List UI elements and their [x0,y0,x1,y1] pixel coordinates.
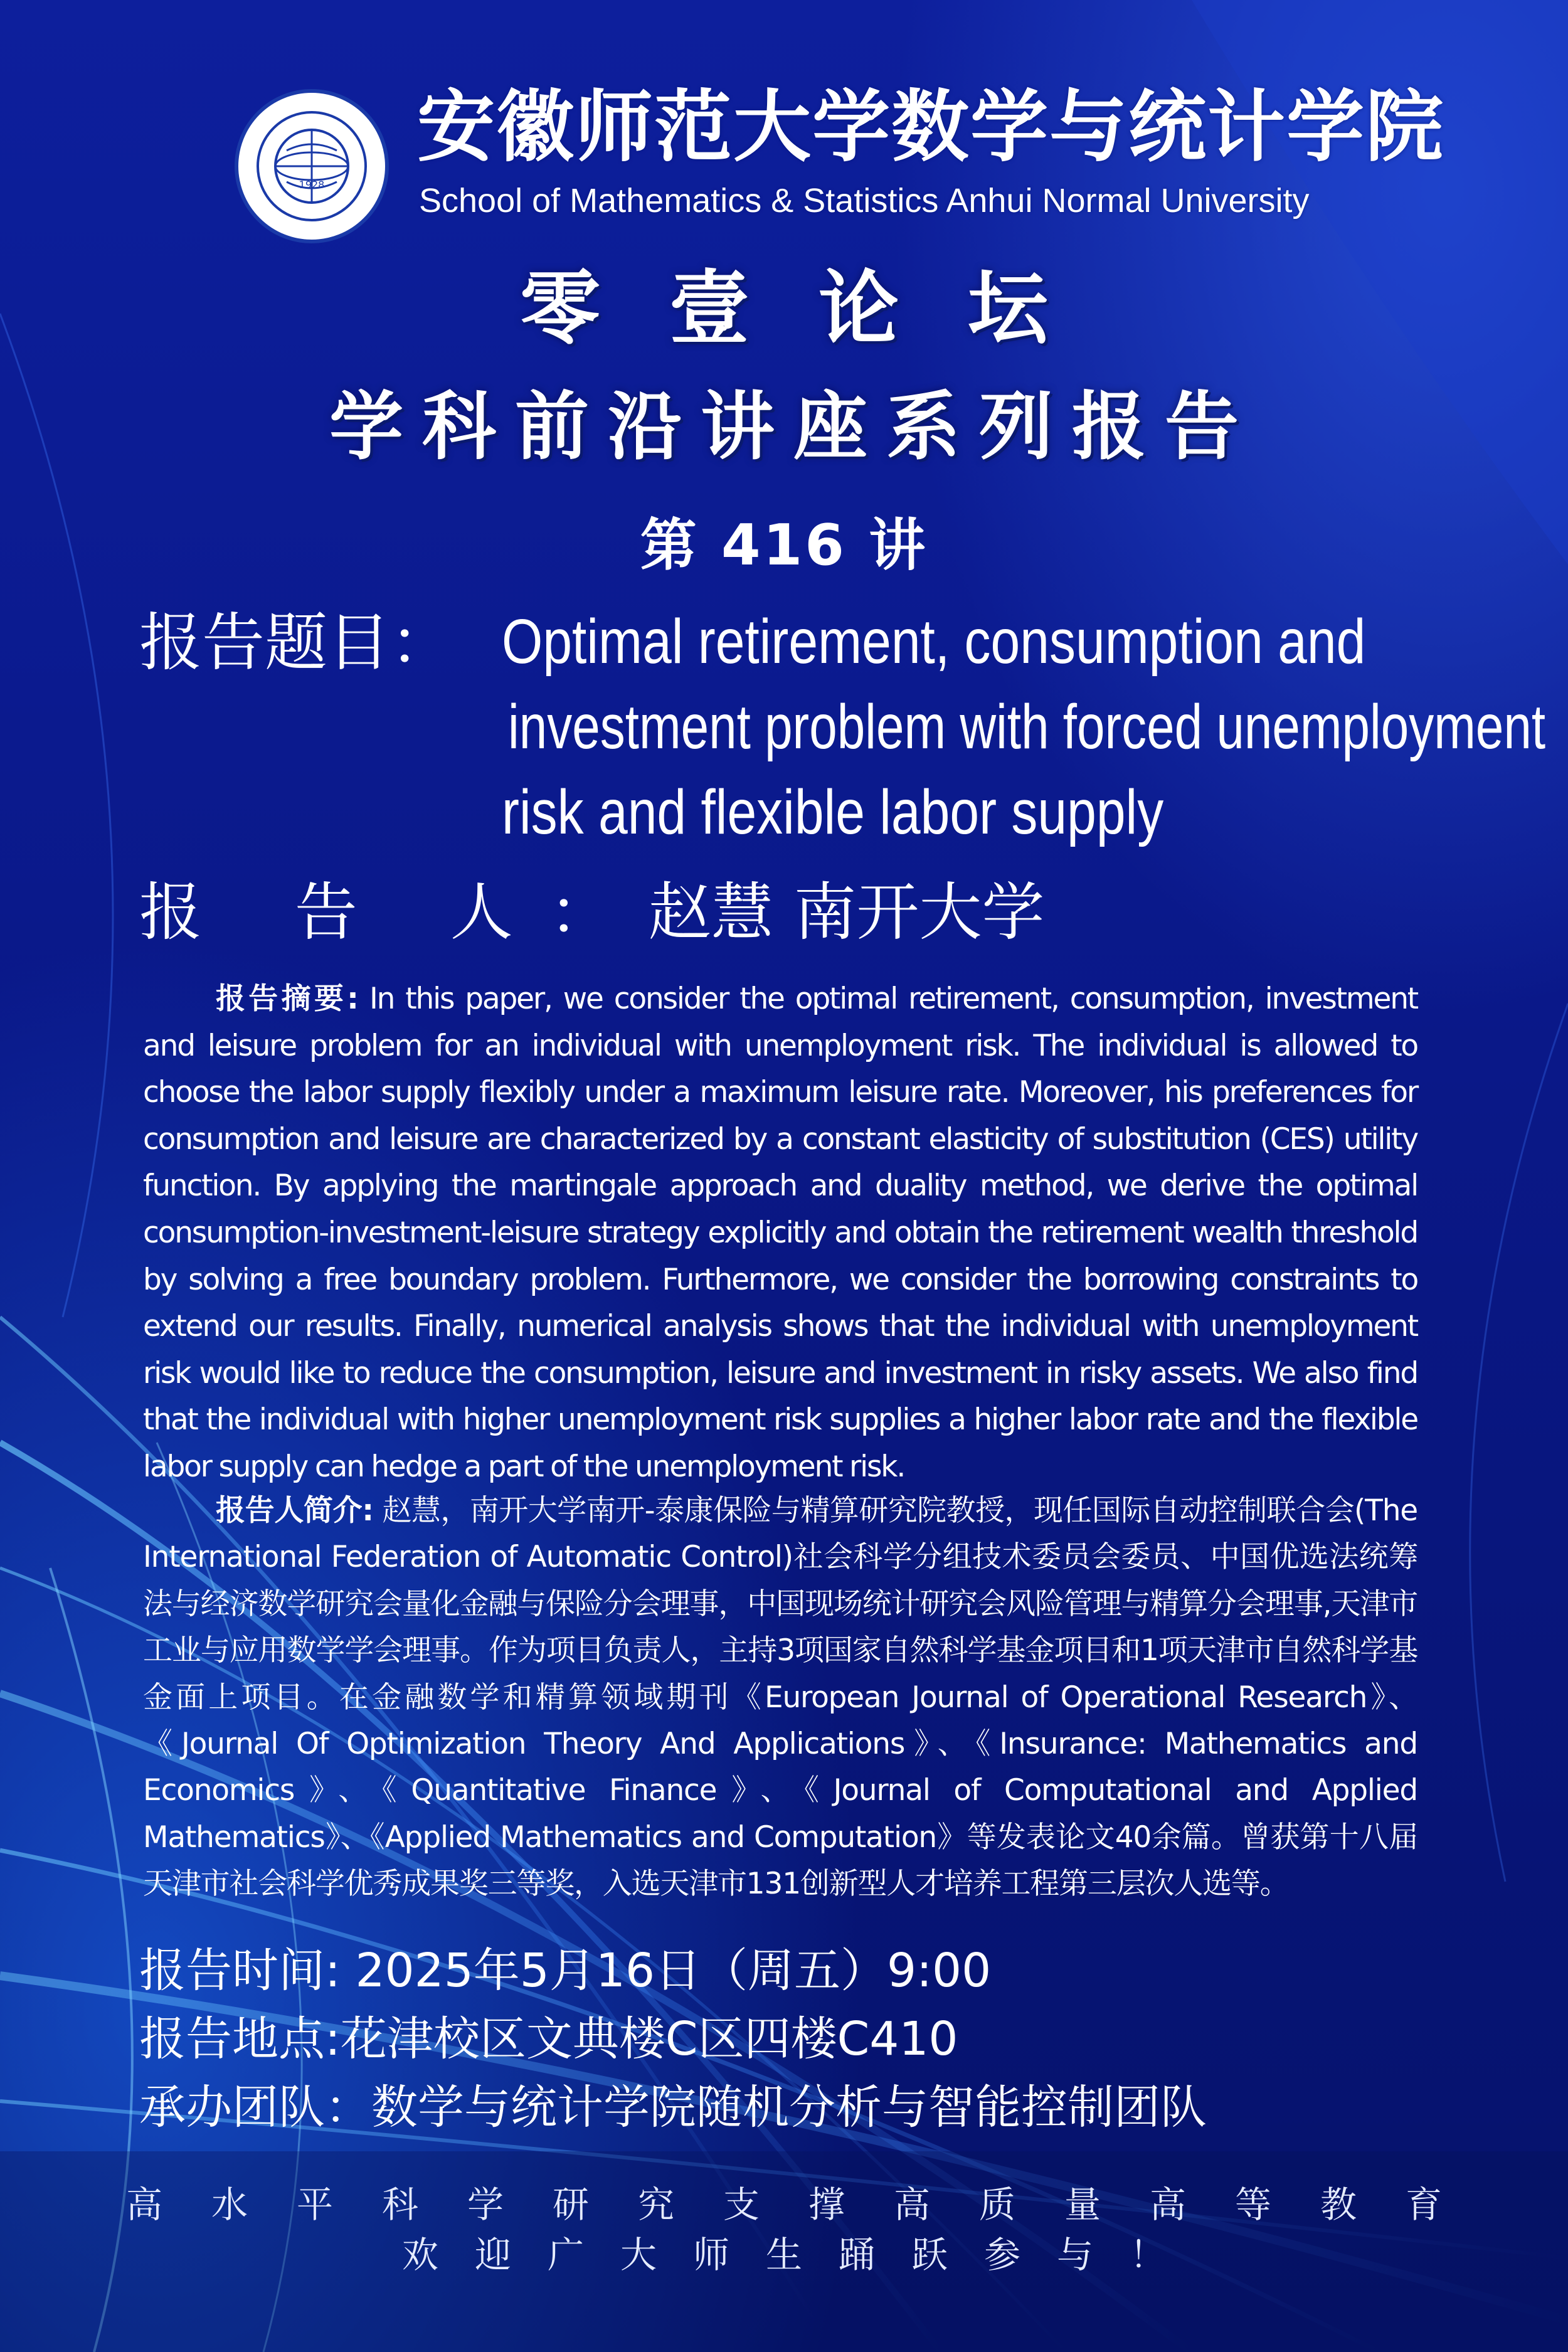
topic-line: investment problem with forced unemployment [508,692,1546,762]
bio-label: 报告人简介: [216,1493,374,1528]
report-location: 报告地点:花津校区文典楼C区四楼C410 [139,2012,958,2066]
school-emblem-icon [233,88,390,245]
bio-text: 赵慧，南开大学南开-泰康保险与精算研究院教授，现任国际自动控制联合会(The International Federation of Automatic Control)社会科学分组技术委员会委员、中国优选法统筹法与经济数学研究会量化金融与保险分会理事，中国现场统计研究会风险管理与精算分会理事,天津市工业与应用数学学会理事。作为项目负责人，主持3项国家自然科学基金项目和1项天津市自然科学基金面上项目。在金融数学和精算领域期刊《European Journal of Operational Research》、《Journal Of Optimization Theory And Applications》、《Insurance: Mathematics and Economics》、《Quantitative Finance》、《Journal of Computational and Applied Mathematics》、《Applied Mathematics and Computation》等发表论文40余篇。曾获第十八届天津市社会科学优秀成果奖三等奖，入选天津市131创新型人才培养工程第三层次人选等。 [143,1493,1417,1902]
abstract-paragraph [143,976,1417,1484]
speaker-bio-paragraph [143,1488,1417,1902]
organizer-team: 承办团队：数学与统计学院随机分析与智能控制团队 [139,2080,1207,2134]
forum-title: 零壹论坛 [519,262,1117,356]
school-name-cn: 安徽师范大学数学与统计学院 [417,82,1445,172]
slogan-line-1: 高水平科学研究支撑高质量高等教育 [125,2183,1491,2226]
abstract-label: 报告摘要: [216,982,358,1016]
topic-line: risk and flexible labor supply [502,777,1164,847]
speaker-value: 赵慧 南开大学 [648,876,1045,949]
lecture-number: 第 416 讲 [640,512,928,578]
slogan-line-2: 欢迎广大师生踊跃参与！ [401,2233,1202,2276]
report-time: 报告时间: 2025年5月16日（周五）9:00 [139,1944,992,1998]
speaker-line [139,869,1205,956]
speaker-label: 报 告 人： [139,876,649,949]
topic-title [502,599,1546,856]
topic-label: 报告题目： [139,606,453,679]
forum-subtitle: 学科前沿讲座系列报告 [329,383,1258,470]
abstract-text: In this paper, we consider the optimal retirement, consumption, investment and leisure problem for an individual with unemployment risk. The individual is allowed to choose the labor supply flexibly under a maximum leisure rate. Moreover, his preferences for consumption and leisure are characterized by a constant elasticity of substitution (CES) utility function. By applying the martingale approach and duality method, we derive the optimal consumption-investment-leisure strategy explicitly and obtain the retirement wealth threshold by solving a free boundary problem. Furthermore, we consider the borrowing constraints to extend our results. Finally, numerical analysis shows that the individual with unemployment risk would like to reduce the consumption, leisure and investment in risky assets. We also find that the individual with higher unemployment risk supplies a higher labor rate and the flexible labor supply can hedge a part of the unemployment risk. [143,982,1418,1484]
topic-line: Optimal retirement, consumption and [502,607,1366,677]
school-name-en: School of Mathematics & Statistics Anhui Normal University [419,182,1310,220]
logo-year: 1928 [299,179,325,191]
